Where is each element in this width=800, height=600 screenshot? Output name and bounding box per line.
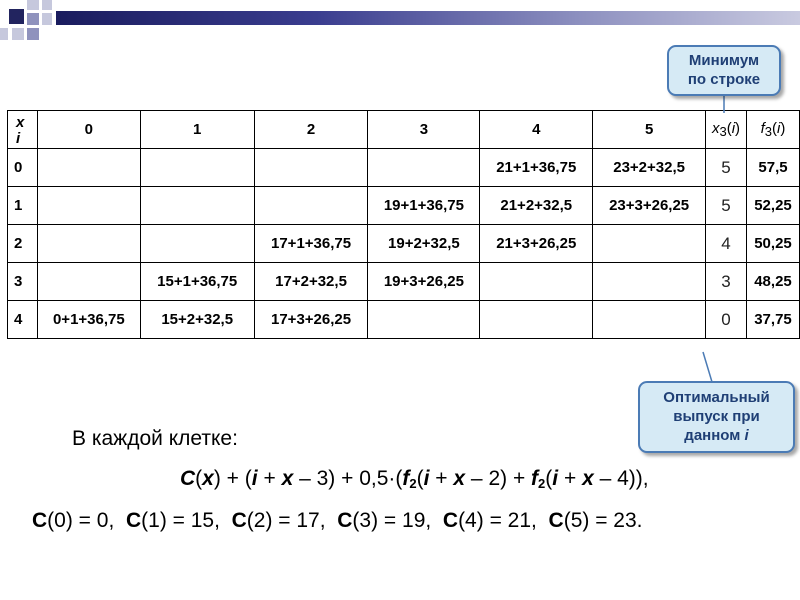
col-head: 3	[368, 111, 480, 149]
table-cell: 19+3+26,25	[368, 263, 480, 301]
row-label: 2	[8, 225, 38, 263]
f3-header: $f_3(i)$	[746, 111, 799, 149]
row-label: 1	[8, 187, 38, 225]
x3-cell: 5	[706, 187, 747, 225]
cost-item: C(3) = 19,	[337, 509, 432, 532]
table-cell: 19+1+36,75	[368, 187, 480, 225]
col-head: 2	[254, 111, 368, 149]
callout-text: Оптимальный	[663, 389, 770, 406]
col-head: 4	[480, 111, 593, 149]
cost-item: C(5) = 23.	[548, 509, 643, 532]
table-cell: 15+2+32,5	[140, 301, 254, 339]
table-cell: 23+2+32,5	[593, 149, 706, 187]
cost-item: C(0) = 0,	[32, 509, 115, 532]
x3-header: $x_3(i)$	[706, 111, 747, 149]
optimal-output-callout	[638, 381, 795, 453]
col-head: 1	[140, 111, 254, 149]
f3-cell: 48,25	[746, 263, 799, 301]
f3-cell: 37,75	[746, 301, 799, 339]
table-cell: 21+1+36,75	[480, 149, 593, 187]
cost-formula: $C(x) + (i + x - 3) + 0,5\cdot(f_2(i + x - 2) + f_2(i + x - 4))$,	[180, 467, 649, 491]
callout-text: Минимум	[688, 52, 760, 69]
header-x: x	[16, 114, 25, 131]
f3-cell: 52,25	[746, 187, 799, 225]
table-cell: 21+3+26,25	[480, 225, 593, 263]
x3-cell: 0	[706, 301, 747, 339]
x3-cell: 4	[706, 225, 747, 263]
cost-item: C(4) = 21,	[442, 509, 537, 532]
cost-values	[32, 509, 643, 533]
row-label: 4	[8, 301, 38, 339]
callout-text: выпуск при	[673, 408, 760, 425]
x3-cell: 3	[706, 263, 747, 301]
row-label: 3	[8, 263, 38, 301]
callout-text: данном i	[684, 427, 749, 444]
header-i: i	[16, 130, 21, 147]
table-cell: 0+1+36,75	[37, 301, 140, 339]
x3-cell: 5	[706, 149, 747, 187]
table-cell: 17+3+26,25	[254, 301, 368, 339]
opt-callout-line	[703, 352, 712, 382]
cost-item: C(2) = 17,	[231, 509, 326, 532]
row-label: 0	[8, 149, 38, 187]
col-head: 5	[593, 111, 706, 149]
callout-text: по строке	[687, 71, 761, 88]
col-head: 0	[37, 111, 140, 149]
cost-item: C(1) = 15,	[125, 509, 220, 532]
f3-cell: 57,5	[746, 149, 799, 187]
table-cell: 23+3+26,25	[593, 187, 706, 225]
min-per-row-callout	[667, 45, 781, 96]
table-cell: 17+1+36,75	[254, 225, 368, 263]
cell-note: В каждой клетке:	[72, 427, 238, 450]
table-cell: 21+2+32,5	[480, 187, 593, 225]
table-cell: 19+2+32,5	[368, 225, 480, 263]
f3-cell: 50,25	[746, 225, 799, 263]
table-cell: 17+2+32,5	[254, 263, 368, 301]
table-cell: 15+1+36,75	[140, 263, 254, 301]
